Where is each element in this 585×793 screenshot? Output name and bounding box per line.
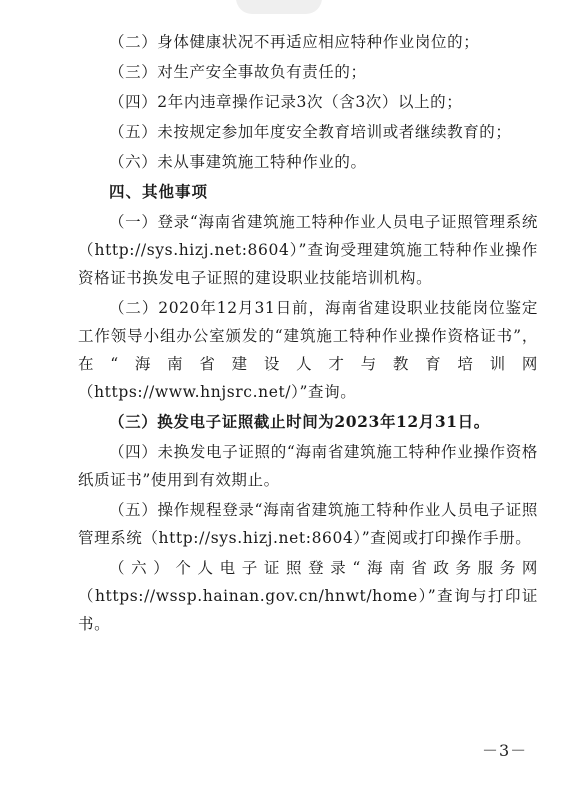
item-five-training: （五）未按规定参加年度安全教育培训或者继续教育的； [109,123,512,141]
binding-mark [236,0,322,14]
item-two-health: （二）身体健康状况不再适应相应特种作业岗位的； [109,33,480,51]
document-body [78,28,538,640]
section-heading-other-matters: 四、其他事项 [109,182,209,201]
other-item-two-certificate: （二）2020年12月31日前，海南省建设职业技能岗位鉴定工作领导小组办公室颁发的“建筑施工特种作业操作资格证书”，在“海南省建设人才与教育培训网（https://www.hnjsrc.net/）”查询。 [78,299,538,401]
item-three-accident: （三）对生产安全事故负有责任的； [109,63,367,81]
page-number: －3－ [482,741,528,760]
item-four-violations: （四）2年内违章操作记录3次（含3次）以上的； [109,93,463,111]
other-item-five-manual: （五）操作规程登录“海南省建筑施工特种作业人员电子证照管理系统（http://sys.hizj.net:8604）”查阅或打印操作手册。 [78,501,538,547]
other-item-four-paper-certificate: （四）未换发电子证照的“海南省建筑施工特种作业操作资格纸质证书”使用到有效期止。 [78,443,538,489]
other-item-three-deadline: （三）换发电子证照截止时间为2023年12月31日。 [109,412,490,431]
other-item-one-login: （一）登录“海南省建筑施工特种作业人员电子证照管理系统（http://sys.hizj.net:8604）”查询受理建筑施工特种作业操作资格证书换发电子证照的建设职业技能培训机构。 [78,213,538,287]
item-six-not-engaged: （六）未从事建筑施工特种作业的。 [109,153,367,171]
other-item-six-personal-certificate: （六）个人电子证照登录“海南省政务服务网（https://wssp.hainan.gov.cn/hnwt/home）”查询与打印证书。 [78,559,538,633]
